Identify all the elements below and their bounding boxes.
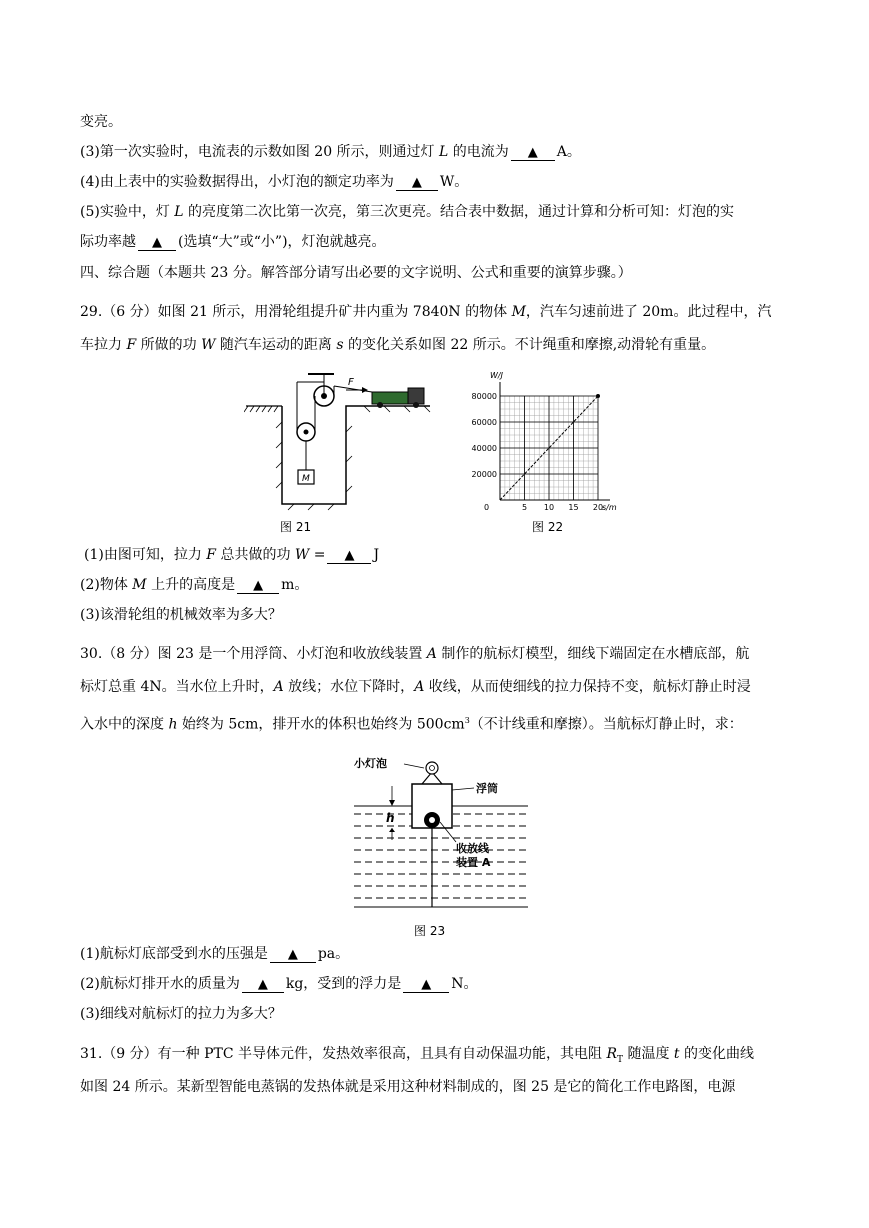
- figure-23: [352, 756, 530, 942]
- p29-text: 所做的功: [136, 337, 202, 353]
- answer-blank[interactable]: ▲: [327, 548, 371, 564]
- q5-text-c: 际功率越: [80, 234, 136, 250]
- label-device-line1: 收放线: [456, 842, 489, 855]
- pulley-system-diagram: [244, 372, 436, 534]
- q29-3: [80, 606, 282, 624]
- var-R: R: [606, 1046, 617, 1062]
- x-tick-label: 15: [568, 503, 579, 512]
- answer-blank[interactable]: ▲: [138, 235, 176, 251]
- q30-3: [80, 1005, 282, 1023]
- question-5-continued: [80, 233, 386, 251]
- var-F: F: [206, 547, 216, 563]
- q30-2: [80, 975, 478, 993]
- q5-text-a: (5)实验中，灯: [80, 204, 175, 220]
- y-tick-label: 60000: [471, 418, 497, 427]
- figure-22: [462, 368, 630, 534]
- question-3: [80, 143, 581, 161]
- x-axis-label: s/m: [602, 503, 617, 512]
- h-label: h: [386, 811, 395, 825]
- var-h: h: [168, 716, 178, 733]
- x-tick-label: 10: [543, 503, 555, 512]
- answer-blank[interactable]: ▲: [511, 145, 555, 161]
- problem-30: [80, 645, 749, 663]
- p30-text: 标灯总重 4N。当水位上升时，: [80, 679, 274, 695]
- p29-text: 随汽车运动的距离: [215, 337, 337, 353]
- p31-text: 随温度: [623, 1046, 674, 1062]
- q29-1-text: 总共做的功: [216, 547, 295, 563]
- q29-1-text: J: [373, 547, 380, 563]
- q4-text-b: W。: [439, 174, 469, 190]
- q3-text-c: A。: [556, 144, 581, 160]
- problem-31: [80, 1045, 754, 1069]
- problem-29: [80, 303, 771, 321]
- y-tick-label: 80000: [471, 392, 497, 401]
- problem-30-continued: [80, 678, 751, 696]
- p29-text: 车拉力: [80, 337, 127, 353]
- p30-text: 收线，从而使细线的拉力保持不变，航标灯静止时浸: [424, 679, 751, 695]
- var-F: F: [126, 337, 137, 353]
- p30-text: 制作的航标灯模型，细线下端固定在水槽底部，航: [436, 646, 750, 662]
- answer-blank[interactable]: ▲: [396, 175, 438, 191]
- var-L: L: [439, 144, 449, 160]
- p30-text: 入水中的深度: [80, 716, 169, 733]
- var-L: L: [174, 204, 184, 220]
- question-5: [80, 203, 734, 221]
- p30-text: 始终为 5cm，排开水的体积也始终为 500cm: [177, 716, 465, 733]
- q3-text-a: (3)第一次实验时，电流表的示数如图 20 所示，则通过灯: [80, 144, 439, 160]
- q29-2: [80, 576, 308, 594]
- q29-2-text: (2)物体: [80, 577, 133, 593]
- figure-21-caption: 图 21: [280, 520, 312, 534]
- var-M: M: [132, 577, 147, 593]
- q29-1-text: (1)由图可知，拉力: [84, 547, 207, 563]
- y-tick-label: 20000: [471, 470, 497, 479]
- q4-text-a: (4)由上表中的实验数据得出，小灯泡的额定功率为: [80, 174, 394, 190]
- answer-blank[interactable]: ▲: [237, 578, 279, 594]
- text-line-continued: [80, 113, 122, 131]
- line-text: 变亮。: [80, 114, 122, 130]
- answer-blank[interactable]: ▲: [270, 947, 316, 963]
- var-W: W: [201, 337, 216, 353]
- p30-text: （不计线重和摩擦）。当航标灯静止时，求：: [469, 716, 743, 733]
- var-M: M: [511, 304, 526, 320]
- x-tick-label: 5: [521, 503, 528, 512]
- q30-2-text: N。: [451, 976, 478, 992]
- data-point: [596, 394, 600, 398]
- q30-1-text: (1)航标灯底部受到水的压强是: [80, 946, 268, 962]
- answer-blank[interactable]: ▲: [242, 977, 284, 993]
- figure-21: [244, 372, 436, 534]
- x-tick-label: 20: [592, 503, 604, 512]
- work-distance-chart: [462, 368, 630, 518]
- q3-text-b: 的电流为: [448, 144, 509, 160]
- p29-text: 的变化关系如图 22 所示。不计绳重和摩擦,动滑轮有重量。: [343, 337, 716, 353]
- subscript: T: [617, 1054, 624, 1065]
- q30-3-text: (3)细线对航标灯的拉力为多大？: [80, 1006, 282, 1022]
- mass-label: M: [302, 474, 310, 484]
- problem-30-continued: [80, 712, 743, 734]
- section-4-title: 四、综合题（本题共 23 分。解答部分请写出必要的文字说明、公式和重要的演算步骤。）: [80, 265, 632, 281]
- p31-text: 的变化曲线: [679, 1046, 755, 1062]
- var-A: A: [273, 679, 284, 695]
- force-label: F: [348, 377, 354, 388]
- label-device-line2: 装置 A: [456, 856, 491, 869]
- p31-text: 如图 24 所示。某新型智能电蒸锅的发热体就是采用这种材料制成的，图 25 是它的简化工作电路图，电源: [80, 1079, 736, 1095]
- p30-text: 放线；水位下降时，: [283, 679, 415, 695]
- section-heading: [80, 264, 632, 282]
- var-t: t: [673, 1046, 680, 1062]
- var-A: A: [414, 679, 425, 695]
- p31-text: 31.（9 分）有一种 PTC 半导体元件，发热效率很高，且具有自动保温功能，其电阻: [80, 1046, 607, 1062]
- p29-text: ，汽车匀速前进了 20m。此过程中，汽: [525, 304, 772, 320]
- p30-text: 30.（8 分）图 23 是一个用浮筒、小灯泡和收放线装置: [80, 646, 427, 662]
- q5-text-d: (选填“大”或“小”)，灯泡就越亮。: [178, 234, 386, 250]
- q29-1-text: =: [309, 547, 326, 563]
- var-A: A: [426, 646, 437, 662]
- figure-22-caption: 图 22: [532, 520, 564, 534]
- problem-31-continued: [80, 1078, 735, 1096]
- q30-2-text: kg，受到的浮力是: [285, 976, 402, 992]
- q30-1: [80, 945, 349, 963]
- q29-1: [84, 546, 379, 564]
- q30-2-text: (2)航标灯排开水的质量为: [80, 976, 240, 992]
- label-float: 浮筒: [476, 782, 498, 795]
- origin-label: 0: [484, 503, 490, 512]
- p29-text: 29.（6 分）如图 21 所示，用滑轮组提升矿井内重为 7840N 的物体: [80, 304, 512, 320]
- problem-29-continued: [80, 336, 715, 354]
- superscript: 3: [464, 716, 470, 725]
- q29-2-text: m。: [281, 577, 309, 593]
- label-bulb: 小灯泡: [354, 757, 387, 770]
- q5-text-b: 的亮度第二次比第一次亮，第三次更亮。结合表中数据，通过计算和分析可知：灯泡的实: [183, 204, 735, 220]
- var-W: W: [294, 547, 310, 563]
- question-4: [80, 173, 468, 191]
- y-axis-label: W/J: [490, 371, 503, 380]
- answer-blank[interactable]: ▲: [403, 977, 449, 993]
- q29-3-text: (3)该滑轮组的机械效率为多大？: [80, 607, 282, 623]
- var-s: s: [336, 337, 344, 353]
- buoy-lamp-diagram: [352, 756, 530, 921]
- figure-23-caption: 图 23: [414, 924, 446, 938]
- y-tick-label: 40000: [471, 444, 497, 453]
- q30-1-text: pa。: [317, 946, 350, 962]
- q29-2-text: 上升的高度是: [146, 577, 236, 593]
